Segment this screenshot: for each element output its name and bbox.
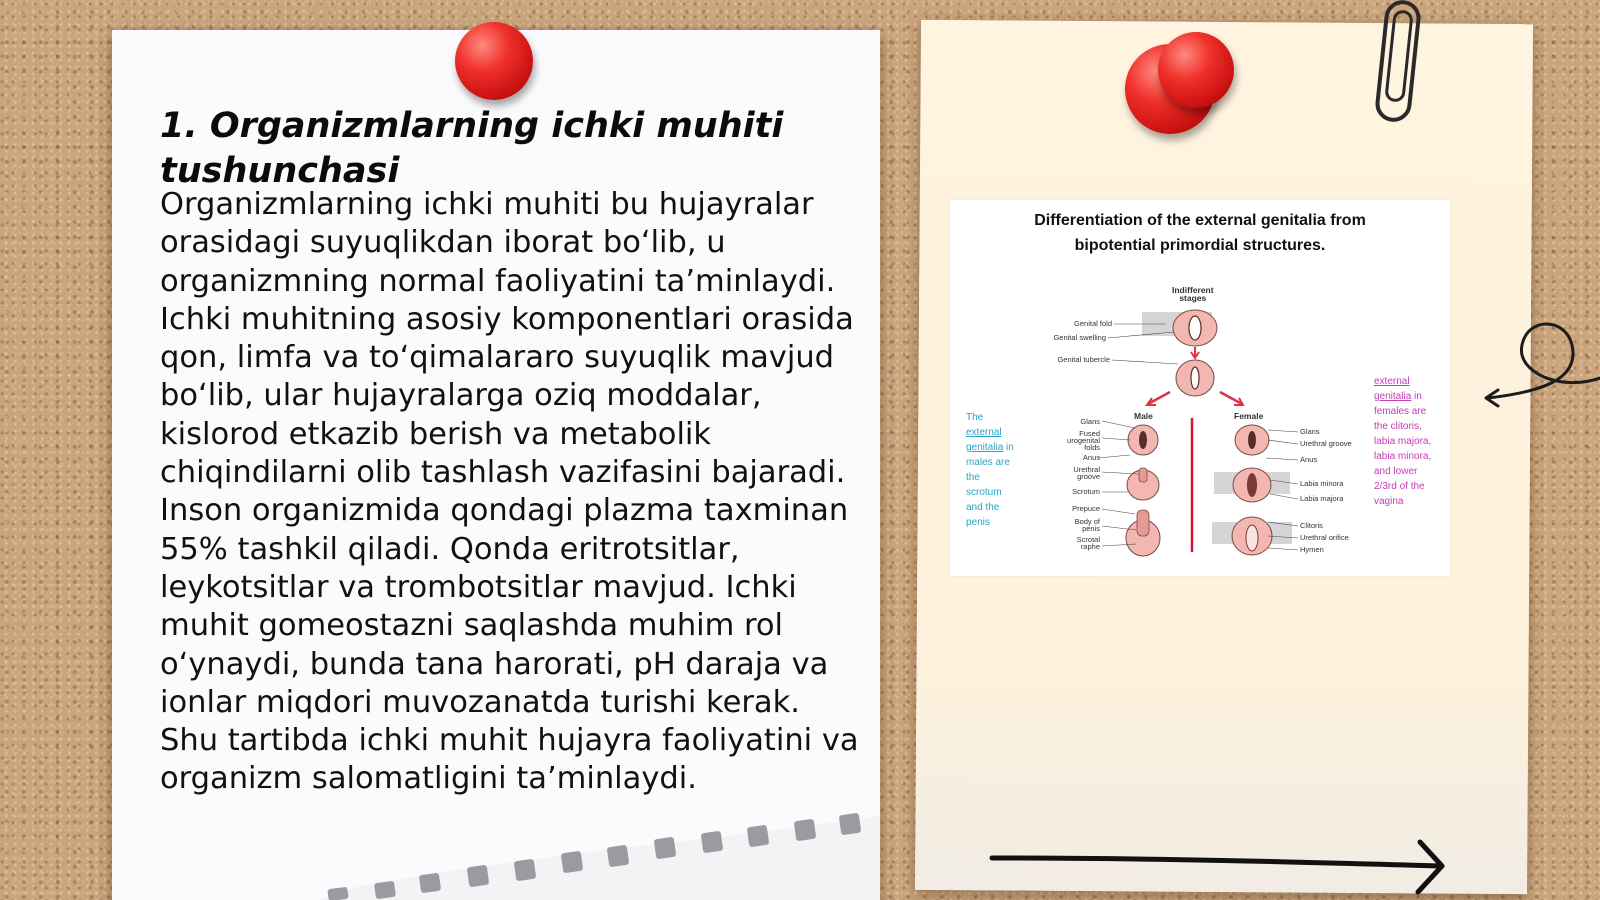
figure-label: Labia majora	[1300, 494, 1344, 503]
figure-label: Urethral groove	[1300, 439, 1352, 448]
figure-label: Prepuce	[1072, 504, 1100, 513]
figure-label: Anus	[1300, 455, 1318, 464]
figure-label: urogenital	[1067, 436, 1100, 445]
figure-title-line: bipotential primordial structures.	[1074, 237, 1326, 254]
push-pin-icon	[1158, 32, 1234, 108]
external-genitalia-link[interactable]: external genitalia	[1374, 376, 1412, 402]
male-side-note	[966, 410, 1016, 530]
side-note-text: The	[966, 412, 984, 423]
figure-label: Scrotum	[1072, 487, 1100, 496]
genitalia-differentiation-figure	[950, 200, 1450, 576]
figure-label: penis	[1082, 524, 1100, 533]
external-genitalia-link[interactable]: external genitalia	[966, 427, 1004, 453]
figure-label: Urethral	[1073, 465, 1100, 474]
female-side-note	[1374, 374, 1434, 509]
side-note-text: in males are the scrotum and the penis	[966, 442, 1014, 528]
figure-label: groove	[1077, 472, 1100, 481]
figure-label: Anus	[1082, 453, 1100, 462]
figure-label: Fused	[1079, 429, 1100, 438]
figure-label: Genital fold	[1074, 319, 1112, 328]
figure-label: Glans	[1300, 427, 1320, 436]
figure-label: Genital swelling	[1053, 333, 1106, 342]
figure-label: Urethral orifice	[1300, 533, 1349, 542]
figure-label: Glans	[1080, 417, 1100, 426]
figure-label: raphe	[1080, 542, 1100, 551]
figure-label: Clitoris	[1300, 521, 1323, 530]
figure-label: Hymen	[1300, 545, 1324, 554]
slide-body-text: Organizmlarning ichki muhiti bu hujayralar orasidagi suyuqlikdan iborat bo‘lib, u organizmning normal faoliyatini ta’minlaydi. Ichki muhitning asosiy komponentlari orasida qon, limfa va to‘qimalararo suyuqlik mavjud bo‘lib, ular hujayralarga oziq moddalar, kislorod etkazib berish va metabolik chiqindilarni olib tashlash vazifasini bajaradi. Inson organizmida qondagi plazma taxminan 55% tashkil qiladi. Qonda eritrotsitlar, leykotsitlar va trombotsitlar mavjud. Ichki muhit gomeostazni saqlashda muhim rol o‘ynaydi, bunda tana harorati, pH daraja va ionlar miqdori muvozanatda turishi kerak. Shu tartibda ichki muhit hujayra faoliyatini va organizm salomatligini ta’minlaydi.	[160, 187, 859, 797]
figure-label: Genital tubercle	[1057, 355, 1110, 364]
figure-label: Scrotal	[1076, 535, 1100, 544]
figure-female-header: Female	[1234, 411, 1264, 421]
figure-label: Labia minora	[1300, 479, 1344, 488]
figure-male-header: Male	[1134, 411, 1153, 421]
figure-label: folds	[1084, 443, 1100, 452]
figure-title-line: Differentiation of the external genitalia from	[1034, 212, 1366, 229]
side-note-text: in females are the clitoris, labia majora, labia minora, and lower 2/3rd of the vagina	[1374, 391, 1432, 507]
figure-stage-header	[1172, 286, 1214, 302]
push-pin-icon	[455, 22, 533, 100]
figure-label: stages	[1179, 293, 1207, 303]
slide-title: 1. Organizmlarning ichki muhiti tushunchasi	[160, 106, 784, 191]
figure-label: Indifferent	[1172, 285, 1214, 295]
figure-label: Body of	[1074, 517, 1100, 526]
